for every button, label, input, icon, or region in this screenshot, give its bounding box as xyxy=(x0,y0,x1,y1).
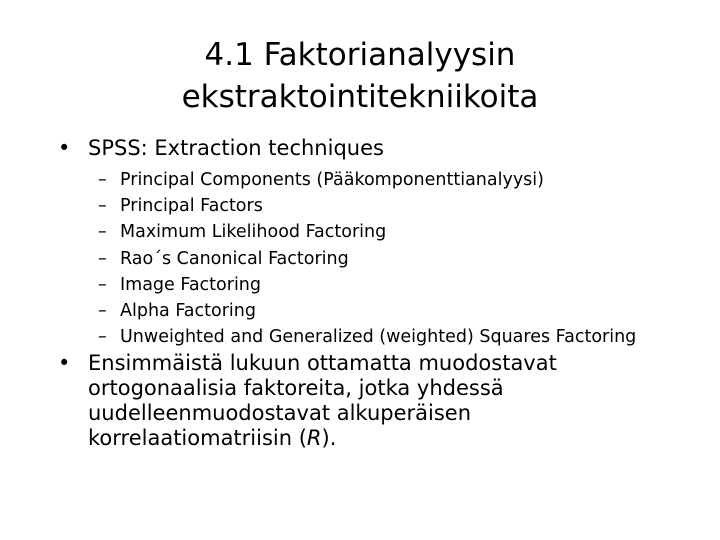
bullet-text xyxy=(88,351,668,451)
list-item-text: Principal Components (Pääkomponenttianalyysi) xyxy=(120,170,544,190)
list-item xyxy=(98,193,636,219)
list-item-text: Alpha Factoring xyxy=(120,301,256,322)
list-item xyxy=(98,272,636,298)
extraction-techniques-list xyxy=(98,167,636,350)
list-item-text: Principal Factors xyxy=(120,196,263,217)
dash-marker: – xyxy=(98,196,107,217)
title-line-2: ekstraktointitekniikoita xyxy=(181,79,539,115)
dash-marker: – xyxy=(98,327,107,348)
list-item-text: Maximum Likelihood Factoring xyxy=(120,222,387,243)
dash-marker: – xyxy=(98,301,107,322)
dash-marker: – xyxy=(98,222,107,243)
list-item xyxy=(98,246,636,272)
list-item xyxy=(98,324,636,350)
dash-marker: – xyxy=(98,170,107,190)
list-item-text: Rao´s Canonical Factoring xyxy=(120,248,349,269)
bullet-marker: • xyxy=(58,136,71,160)
matrix-symbol: R xyxy=(306,426,322,450)
list-item xyxy=(98,219,636,245)
slide-title xyxy=(0,34,720,118)
dash-marker: – xyxy=(98,274,107,295)
bullet-text: SPSS: Extraction techniques xyxy=(88,136,384,160)
bullet-marker: • xyxy=(58,351,71,375)
dash-marker: – xyxy=(98,248,107,269)
title-line-1: 4.1 Faktorianalyysin xyxy=(204,37,516,73)
bullet-text-main: Ensimmäistä lukuun ottamatta muodostavat ortogonaalisia faktoreita, jotka yhdessä uudelleenmuodostavat alkuperäisen korrelaatiomatriisin ( xyxy=(88,351,557,450)
list-item xyxy=(98,298,636,324)
list-item xyxy=(98,167,636,193)
list-item-text: Image Factoring xyxy=(120,274,261,295)
bullet-text-end: ). xyxy=(321,426,337,450)
list-item-text: Unweighted and Generalized (weighted) Squares Factoring xyxy=(120,327,637,348)
